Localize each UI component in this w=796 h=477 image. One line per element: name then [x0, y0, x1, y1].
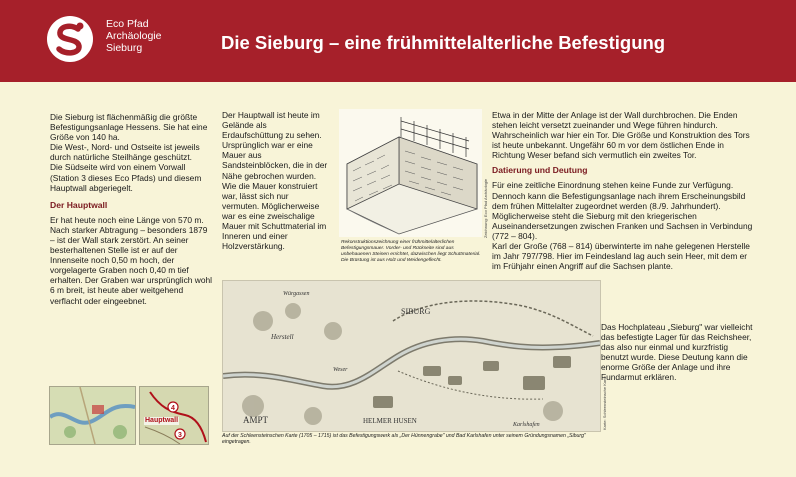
minimap-overview-icon: [50, 387, 135, 444]
logo-swirl: [47, 16, 93, 62]
map-credit: Karte: Schleensteinsche Karte: [602, 376, 607, 430]
section-heading-hauptwall: Der Hauptwall: [50, 199, 108, 210]
south-paragraph: Die Südseite wird von einem Vorwall (Station 3 dieses Eco Pfads) und diesem Hauptwall abgeriegelt.: [50, 162, 202, 193]
gate-paragraph: Etwa in der Mitte der Anlage ist der Wall durchbrochen. Die Enden stehen leicht versetzt zueinander und Wege führen hindurch. Wahrscheinlich war hier ein Tor. Die Größe und Konstruktion des Tors ist heute unbekannt. Ungefähr 60 m vor dem östlichen Ende in Richtung Weser befand sich vermutlich ein zweites Tor.: [492, 110, 750, 161]
page-title: Die Sieburg – eine frühmittelalterliche Befestigung: [221, 32, 666, 53]
map-label: Weser: [333, 367, 348, 373]
eco-pfad-logo-icon: [47, 16, 93, 62]
brand-line: Eco Pfad: [106, 18, 149, 30]
intro-paragraph: Die Sieburg ist flächenmäßig die größte Befestigungsanlage Hessens. Sie hat eine Größe von 140 ha.: [50, 112, 208, 143]
map-label: Herstell: [271, 333, 294, 341]
brand-line: Sieburg: [106, 42, 143, 54]
minimap-marker: 4: [171, 405, 175, 412]
sketch-caption: Rekonstruktionszeichnung einer frühmittelalterlichen Befestigungsmauer. Vorder- und Rückseite sind aus unbehauenen Steinen errichtet, dazwischen liegt Schuttmaterial. Die Brüstung ist aus Holz und Weidengeflecht.: [341, 240, 481, 263]
section-heading-datierung: Datierung und Deutung: [492, 165, 588, 176]
hauptwall-minimap: [139, 386, 209, 445]
column-right-lower: [601, 322, 756, 383]
brand-line: Archäologie: [106, 30, 162, 42]
karl-paragraph: Karl der Große (768 – 814) überwinterte im nahe gelegenen Herstelle im Jahr 797/798. Hier im Feindesland lag auch sein Heer, mit dem er im Frühjahr einen Angriff auf die Sachsen plante.: [492, 241, 750, 272]
column-right: [492, 110, 754, 271]
wall-sketch-icon: [339, 109, 482, 237]
minimap-detail-icon: [140, 387, 208, 444]
map-label: Würgassen: [283, 291, 310, 297]
header-banner: [0, 0, 796, 82]
map-label: AMPT: [243, 415, 269, 425]
location-minimap: [49, 386, 136, 445]
historic-map-icon: [223, 281, 600, 431]
hauptwall-paragraph: Er hat heute noch eine Länge von 570 m. Nach starker Abtragung – besonders 1879 – ist der Wall stark zerstört. An seiner besterhaltenen Stelle ist er auf der Innenseite noch 0,50 m hoch, der vorgelagerte Graben noch 0,40 m tief erhalten. Der Graben war ursprünglich wohl 6 m breit, ist heute aber weitgehend verflacht oder eingeebnet.: [50, 214, 212, 306]
wall-reconstruction-drawing: [339, 109, 482, 237]
sides-paragraph: Die West-, Nord- und Ostseite ist jeweils durch natürliche Steilhänge geschützt.: [50, 142, 200, 163]
brand-text: [106, 18, 161, 54]
interpretation-paragraph: Das Hochplateau „Sieburg" war vielleicht das befestigte Lager für das Reichsheer, das also nur einmal und kurzfristig benutzt wurde. Diese Deutung kann die enorme Größe der Anlage und ihre Fundarmut erklären.: [601, 322, 753, 383]
dating-paragraph: Für eine zeitliche Einordnung stehen keine Funde zur Verfügung. Dennoch kann die Befestigungsanlage nach ihrem Erscheinungsbild dem frühen Mittelalter zugeordnet werden (8./9. Jahrhundert). Möglicherweise steht die Sieburg mit den kriegerischen Auseinandersetzungen zwischen Franken und Sachsen in Verbindung (772 – 804).: [492, 180, 753, 241]
column-left: [50, 112, 212, 306]
historic-map: [222, 280, 601, 432]
map-label: HELMER HUSEN: [363, 417, 417, 425]
sketch-credit: Zeichnung: Eco Pfad Archäologie: [483, 178, 488, 238]
minimap-marker: 3: [178, 432, 182, 439]
column-middle: [222, 110, 328, 251]
wall-construction-paragraph: Der Hauptwall ist heute im Gelände als Erdaufschüttung zu sehen. Ursprünglich war er eine Mauer aus Sandsteinblöcken, die in der Nähe gebrochen wurden. Wie die Mauer konstruiert war, lässt sich nur vermuten. Möglicherweise war es eine zweischalige Mauer mit Schuttmaterial im Inneren und einer Holzverstärkung.: [222, 110, 328, 252]
map-label: Karlshafen: [513, 422, 540, 428]
map-label: SIBURG: [401, 307, 431, 316]
map-caption: Auf der Schleensteinschen Karte (1705 – 1715) ist das Befestigungswerk als „Der Hünnengrabe" und Bad Karlshafen unter seinem Gründungsnamen „Siburg" eingetragen.: [222, 433, 586, 446]
minimap-label: Hauptwall: [145, 417, 179, 424]
